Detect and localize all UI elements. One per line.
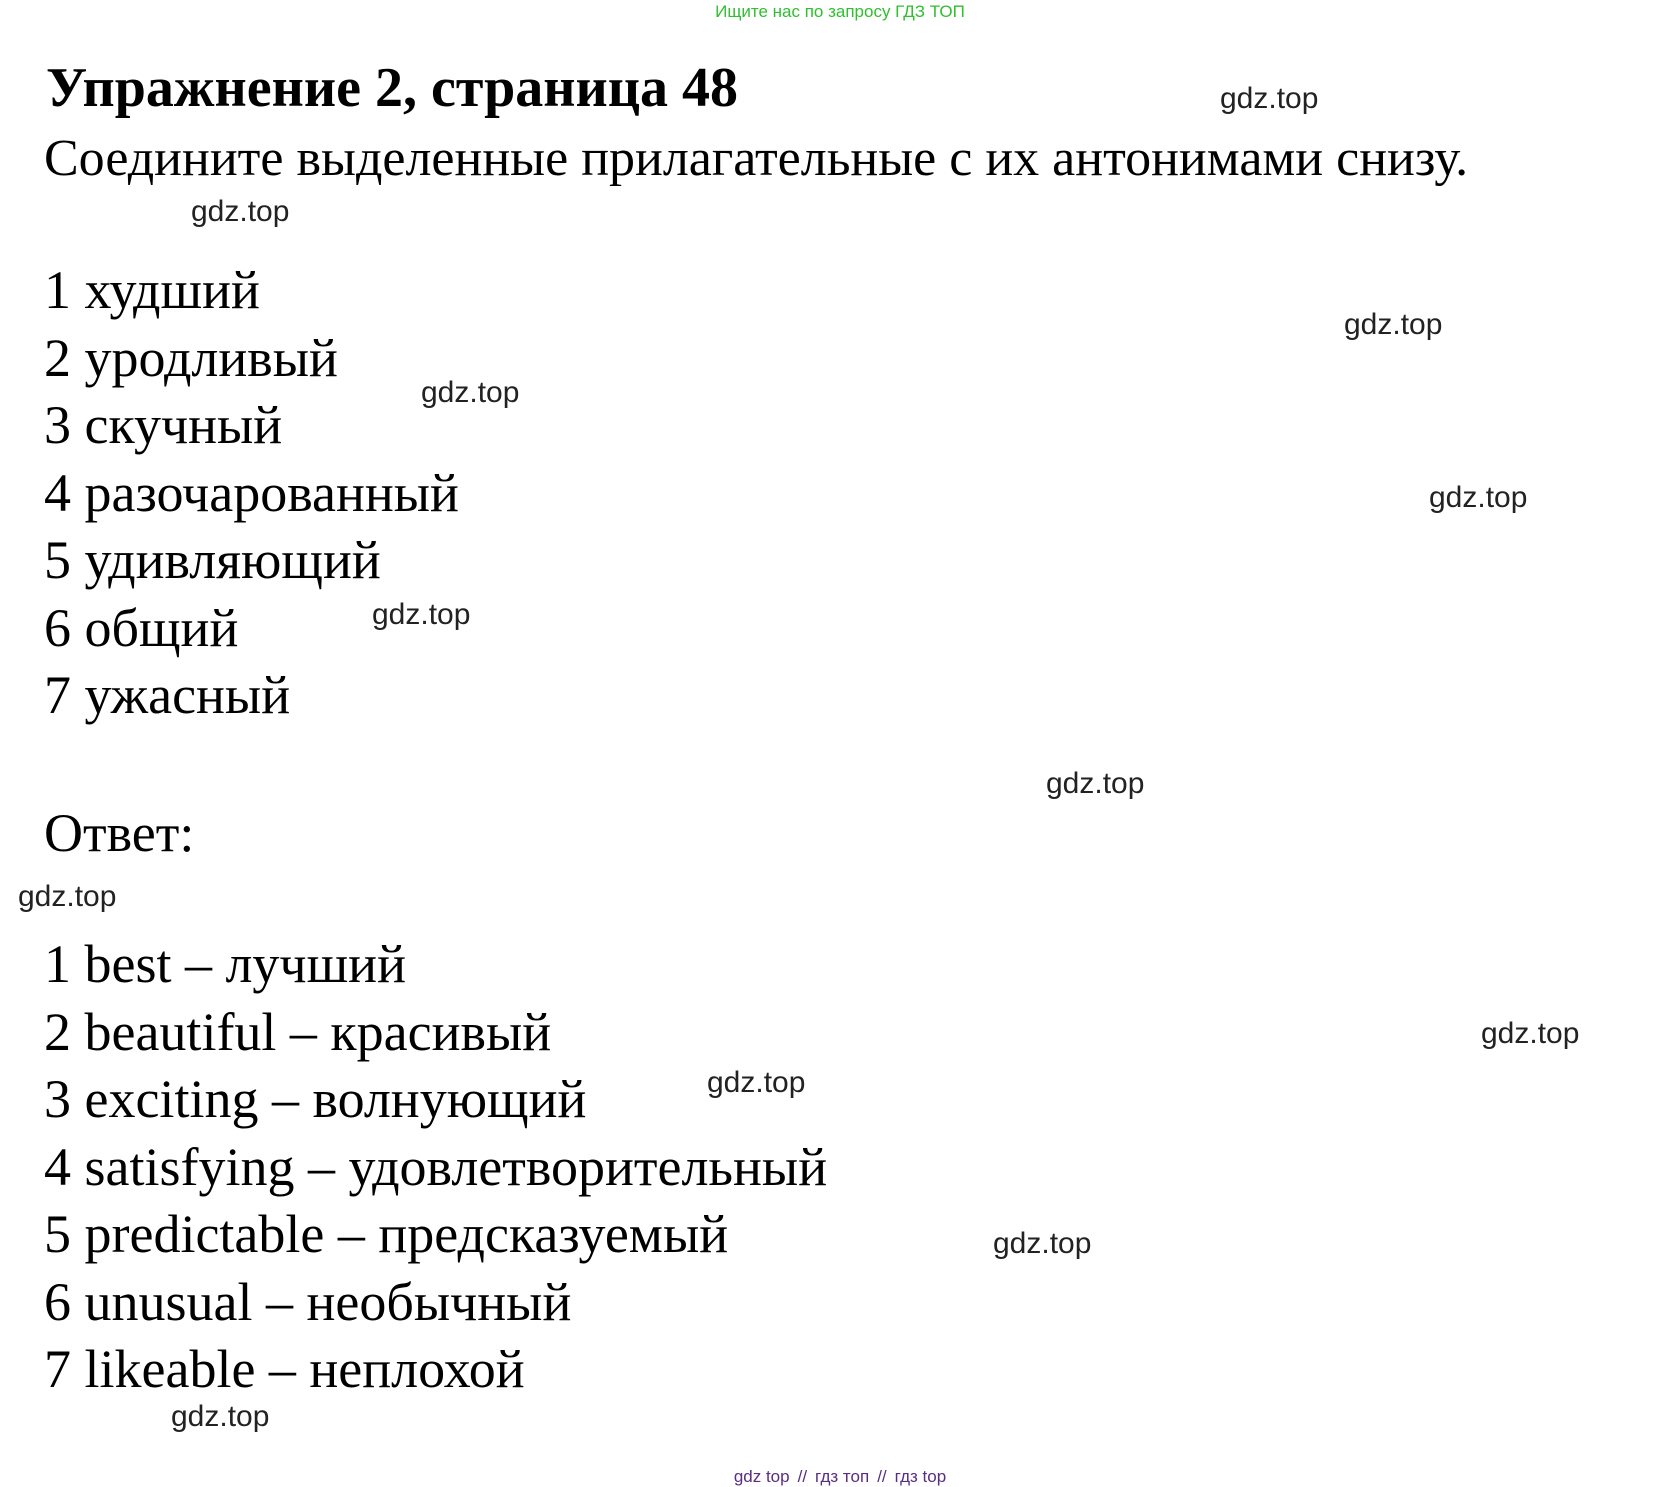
watermark: gdz.top xyxy=(1429,481,1528,514)
task-item: 7 ужасный xyxy=(44,665,291,725)
task-item: 2 уродливый xyxy=(44,327,338,388)
answer-item: 4 satisfying – удовлетворительный xyxy=(44,1136,828,1197)
footer-link[interactable]: гдз top xyxy=(894,1467,947,1486)
watermark: gdz.top xyxy=(1481,1017,1580,1050)
task-list xyxy=(44,257,459,730)
task-item: 5 удивляющий xyxy=(44,530,381,590)
answer-item: 3 exciting – волнующий xyxy=(44,1069,587,1129)
watermark: gdz.top xyxy=(707,1066,806,1099)
footer-links xyxy=(0,1467,1680,1487)
watermark: gdz.top xyxy=(993,1227,1092,1260)
watermark: gdz.top xyxy=(372,598,471,631)
page-title: Упражнение 2, страница 48 xyxy=(46,57,739,119)
footer-link[interactable]: gdz top xyxy=(733,1467,790,1486)
footer-separator: // xyxy=(877,1467,887,1486)
task-item: 4 разочарованный xyxy=(44,462,459,523)
answer-item: 5 predictable – предсказуемый xyxy=(44,1204,729,1264)
answer-item: 6 unusual – необычный xyxy=(44,1271,572,1332)
task-item: 1 худший xyxy=(44,260,260,320)
answer-label: Ответ: xyxy=(44,803,195,863)
watermark: gdz.top xyxy=(1344,308,1443,341)
footer-separator: // xyxy=(797,1467,808,1486)
watermark: gdz.top xyxy=(1046,767,1145,800)
watermark: gdz.top xyxy=(171,1400,270,1433)
watermark: gdz.top xyxy=(1220,82,1319,115)
watermark: gdz.top xyxy=(421,376,520,409)
task-item: 3 скучный xyxy=(44,395,283,455)
watermark: gdz.top xyxy=(18,880,117,913)
task-item: 6 общий xyxy=(44,597,239,658)
answer-item: 1 best – лучший xyxy=(44,934,406,994)
answer-item: 7 likeable – неплохой xyxy=(44,1339,525,1399)
instruction-text: Соедините выделенные прилагательные с их антонимами снизу. xyxy=(44,130,1469,187)
footer-link[interactable]: гдз топ xyxy=(815,1467,870,1486)
watermark: gdz.top xyxy=(191,195,290,228)
top-banner: Ищите нас по запросу ГДЗ ТОП xyxy=(715,2,965,21)
answer-list xyxy=(44,931,827,1404)
answer-item: 2 beautiful – красивый xyxy=(44,1001,552,1062)
